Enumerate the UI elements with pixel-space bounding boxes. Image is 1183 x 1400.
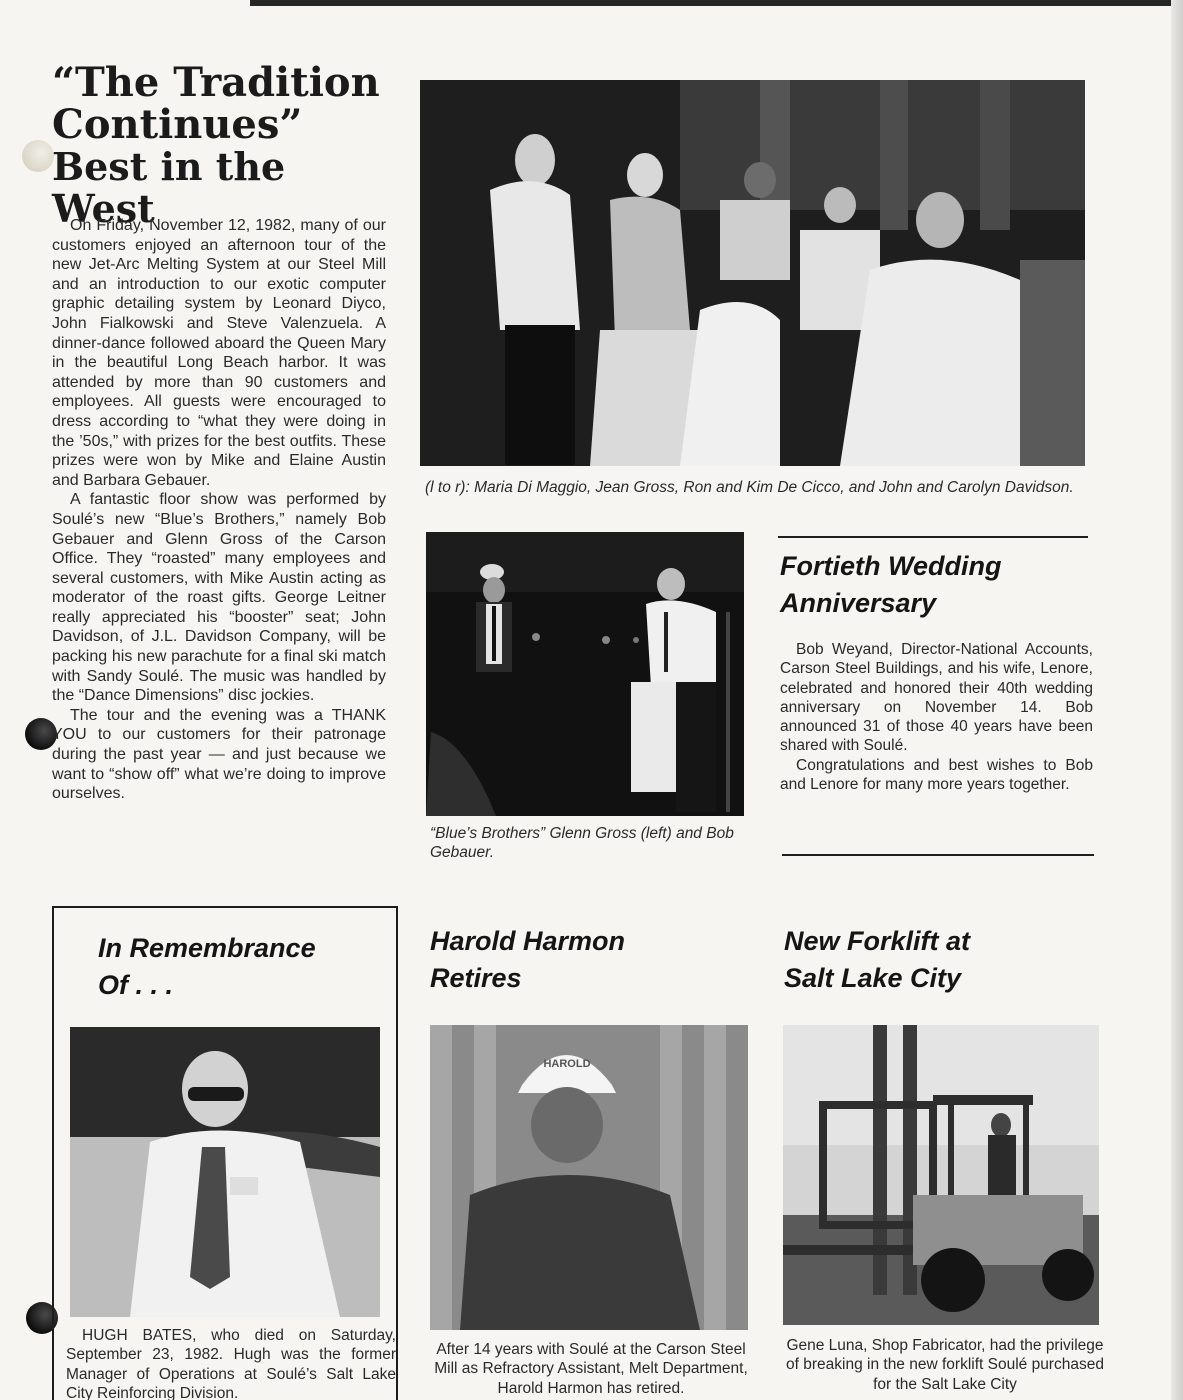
anniversary-title — [780, 548, 1090, 622]
anniversary-body — [780, 640, 1093, 794]
remembrance-title — [98, 930, 388, 1004]
retirement-title — [430, 923, 730, 997]
main-article-paragraph: The tour and the evening was a THANK YOU to our customers for their patronage during the past year — and just because we want to “show off” what we’re doing to improve ourselves. — [52, 706, 386, 803]
remembrance-title-line-2: Of . . . — [98, 970, 174, 1000]
page-top-edge — [250, 0, 1183, 6]
blues-brothers-caption: “Blue’s Brothers” Glenn Gross (left) and Bob Gebauer. — [430, 825, 734, 861]
party-photo-caption: (l to r): Maria Di Maggio, Jean Gross, Ron and Kim De Cicco, and John and Carolyn Davidson. — [425, 479, 1074, 496]
remembrance-text: HUGH BATES, who died on Saturday, September 23, 1982. Hugh was the former Manager of Operations at Soulé’s Salt Lake City Reinforcing Division. — [66, 1327, 396, 1400]
headline-line-3: Best in the West — [52, 144, 286, 231]
hugh-bates-photo — [70, 1027, 380, 1317]
forklift-text: Gene Luna, Shop Fabricator, had the privilege of breaking in the new forklift Soulé purchased for the Salt Lake City — [786, 1337, 1104, 1393]
binder-hole-top — [22, 140, 54, 172]
forklift-title — [784, 923, 1094, 997]
anniversary-paragraph: Congratulations and best wishes to Bob and Lenore for many more years together. — [780, 756, 1093, 794]
forklift-title-line-1: New Forklift at — [784, 926, 971, 956]
harold-harmon-photo — [430, 1025, 748, 1330]
headline-line-1: “The Tradition — [52, 59, 380, 106]
anniversary-title-line-1: Fortieth Wedding — [780, 551, 1002, 581]
forklift-photo — [783, 1025, 1099, 1325]
main-article-paragraph: On Friday, November 12, 1982, many of our customers enjoyed an afternoon tour of the new Jet-Arc Melting System at our Steel Mill and an introduction to our exotic computer graphic detailing system by Leonard Diyco, John Fialkowski and Steve Valenzuela. A dinner-dance followed aboard the Queen Mary in the beautiful Long Beach harbor. It was attended by more than 90 customers and employees. All guests were encouraged to dress according to “what they were doing in the ’50s,” with prizes for the best outfits. These prizes were won by Mike and Elaine Austin and Barbara Gebauer. — [52, 217, 386, 489]
main-headline — [52, 59, 397, 231]
retirement-title-line-2: Retires — [430, 963, 522, 993]
blues-brothers-photo — [426, 532, 744, 816]
headline-line-2: Continues” — [52, 101, 303, 148]
party-photo — [420, 80, 1085, 466]
remembrance-title-line-1: In Remembrance — [98, 933, 316, 963]
main-article-paragraph: A fantastic floor show was performed by Soulé’s new “Blue’s Brothers,” namely Bob Gebauer and Glenn Gross of the Carson Office. They “roasted” many employees and several customers, with Mike Austin acting as moderator of the roast gifts. George Leitner really appreciated his “booster” seat; John Davidson, of J.L. Davidson Company, will be packing his new parachute for a final ski match with Sandy Soulé. The music was handled by the “Dance Dimensions” disc jockies. — [52, 491, 386, 705]
anniversary-title-line-2: Anniversary — [780, 588, 937, 618]
retirement-text: After 14 years with Soulé at the Carson Steel Mill as Refractory Assistant, Melt Department, Harold Harmon has retired. — [434, 1341, 748, 1397]
main-article-body — [52, 216, 386, 804]
anniversary-paragraph: Bob Weyand, Director-National Accounts, Carson Steel Buildings, and his wife, Lenore, celebrated and honored their 40th wedding anniversary on November 14. Bob announced 31 of those 40 years have been shared with Soulé. — [780, 641, 1093, 755]
page-right-edge — [1171, 0, 1183, 1400]
forklift-title-line-2: Salt Lake City — [784, 963, 962, 993]
retirement-title-line-1: Harold Harmon — [430, 926, 626, 956]
anniversary-top-rule — [778, 536, 1088, 538]
helmet-text: HAROLD — [543, 1058, 591, 1070]
anniversary-bottom-rule — [782, 854, 1094, 856]
